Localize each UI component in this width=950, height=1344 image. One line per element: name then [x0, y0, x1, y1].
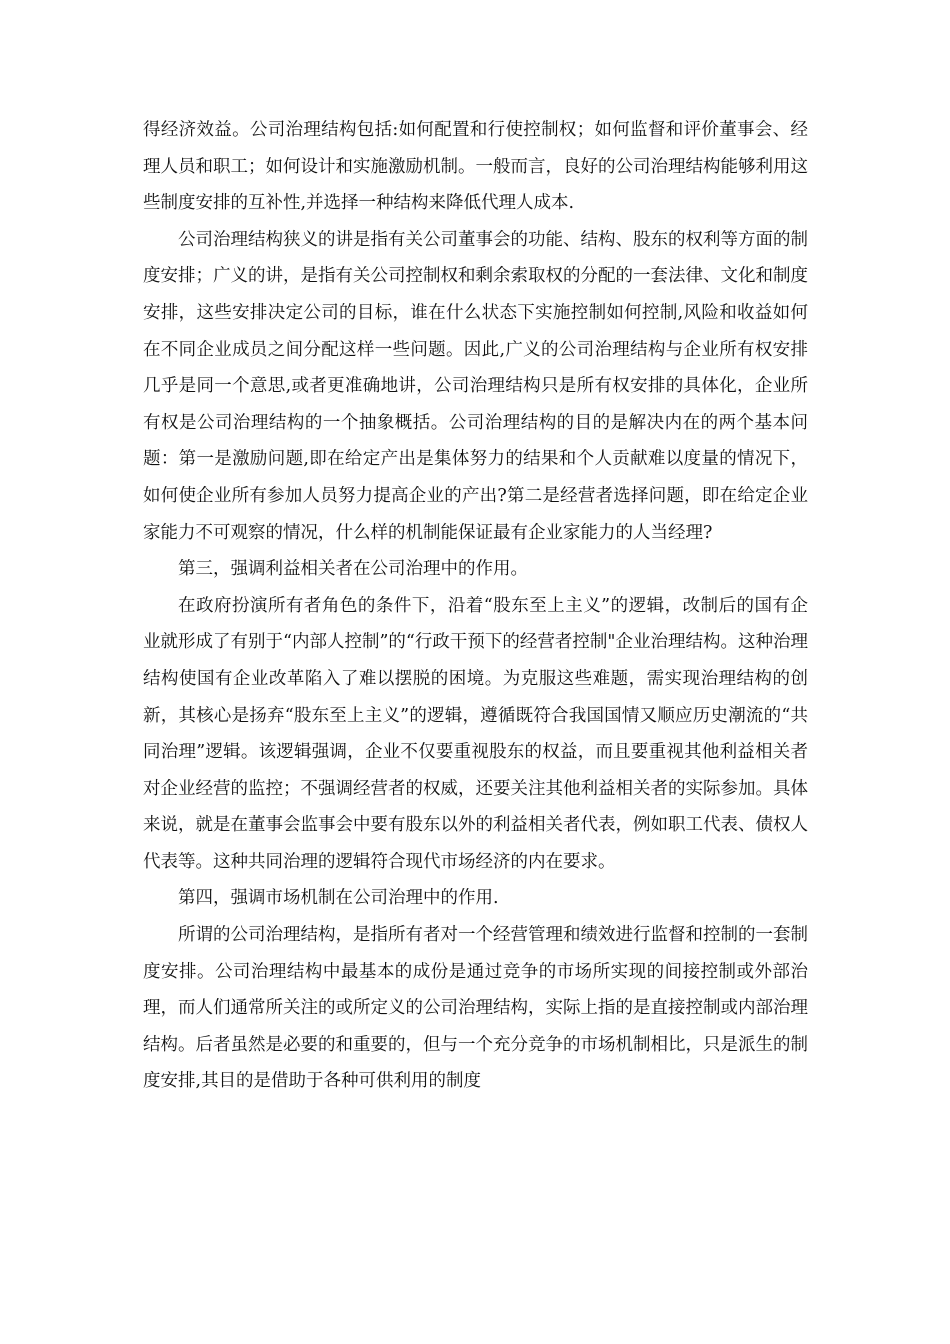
paragraph-5-heading: 第四，强调市场机制在公司治理中的作用.: [178, 888, 499, 909]
document-body: [143, 112, 808, 1100]
paragraph-6: 所谓的公司治理结构，是指所有者对一个经营管理和绩效进行监督和控制的一套制度安排。公司治理结构中最基本的成份是通过竞争的市场所实现的间接控制或外部治理，而人们通常所关注的或所定义的公司治理结构，实际上指的是直接控制或内部治理结构。后者虽然是必要的和重要的，但与一个充分竞争的市场机制相比，只是派生的制度安排,其目的是借助于各种可供利用的制度: [143, 925, 808, 1092]
paragraph-2: 公司治理结构狭义的讲是指有关公司董事会的功能、结构、股东的权利等方面的制度安排；广义的讲，是指有关公司控制权和剩余索取权的分配的一套法律、文化和制度安排，这些安排决定公司的目标，谁在什么状态下实施控制如何控制,风险和收益如何在不同企业成员之间分配这样一些问题。因此,广义的公司治理结构与企业所有权安排几乎是同一个意思,或者更准确地讲，公司治理结构只是所有权安排的具体化，企业所有权是公司治理结构的一个抽象概括。公司治理结构的目的是解决内在的两个基本问题：第一是激励问题,即在给定产出是集体努力的结果和个人贡献难以度量的情况下，如何使企业所有参加人员努力提高企业的产出?第二是经营者选择问题，即在给定企业家能力不可观察的情况，什么样的机制能保证最有企业家能力的人当经理?: [143, 229, 808, 543]
paragraph-1: 得经济效益。公司治理结构包括:如何配置和行使控制权；如何监督和评价董事会、经理人员和职工；如何设计和实施激励机制。一般而言，良好的公司治理结构能够利用这些制度安排的互补性,并选择一种结构来降低代理人成本.: [143, 120, 808, 214]
paragraph-4: 在政府扮演所有者角色的条件下，沿着“股东至上主义”的逻辑，改制后的国有企业就形成了有别于“内部人控制”的“行政干预下的经营者控制"企业治理结构。这种治理结构使国有企业改革陷入了难以摆脱的困境。为克服这些难题，需实现治理结构的创新，其核心是扬弃“股东至上主义”的逻辑，遵循既符合我国国情又顺应历史潮流的“共同治理”逻辑。该逻辑强调，企业不仅要重视股东的权益，而且要重视其他利益相关者对企业经营的监控；不强调经营者的权威，还要关注其他利益相关者的实际参加。具体来说，就是在董事会监事会中要有股东以外的利益相关者代表，例如职工代表、债权人代表等。这种共同治理的逻辑符合现代市场经济的内在要求。: [143, 595, 808, 872]
paragraph-3-heading: 第三，强调利益相关者在公司治理中的作用。: [178, 559, 528, 580]
